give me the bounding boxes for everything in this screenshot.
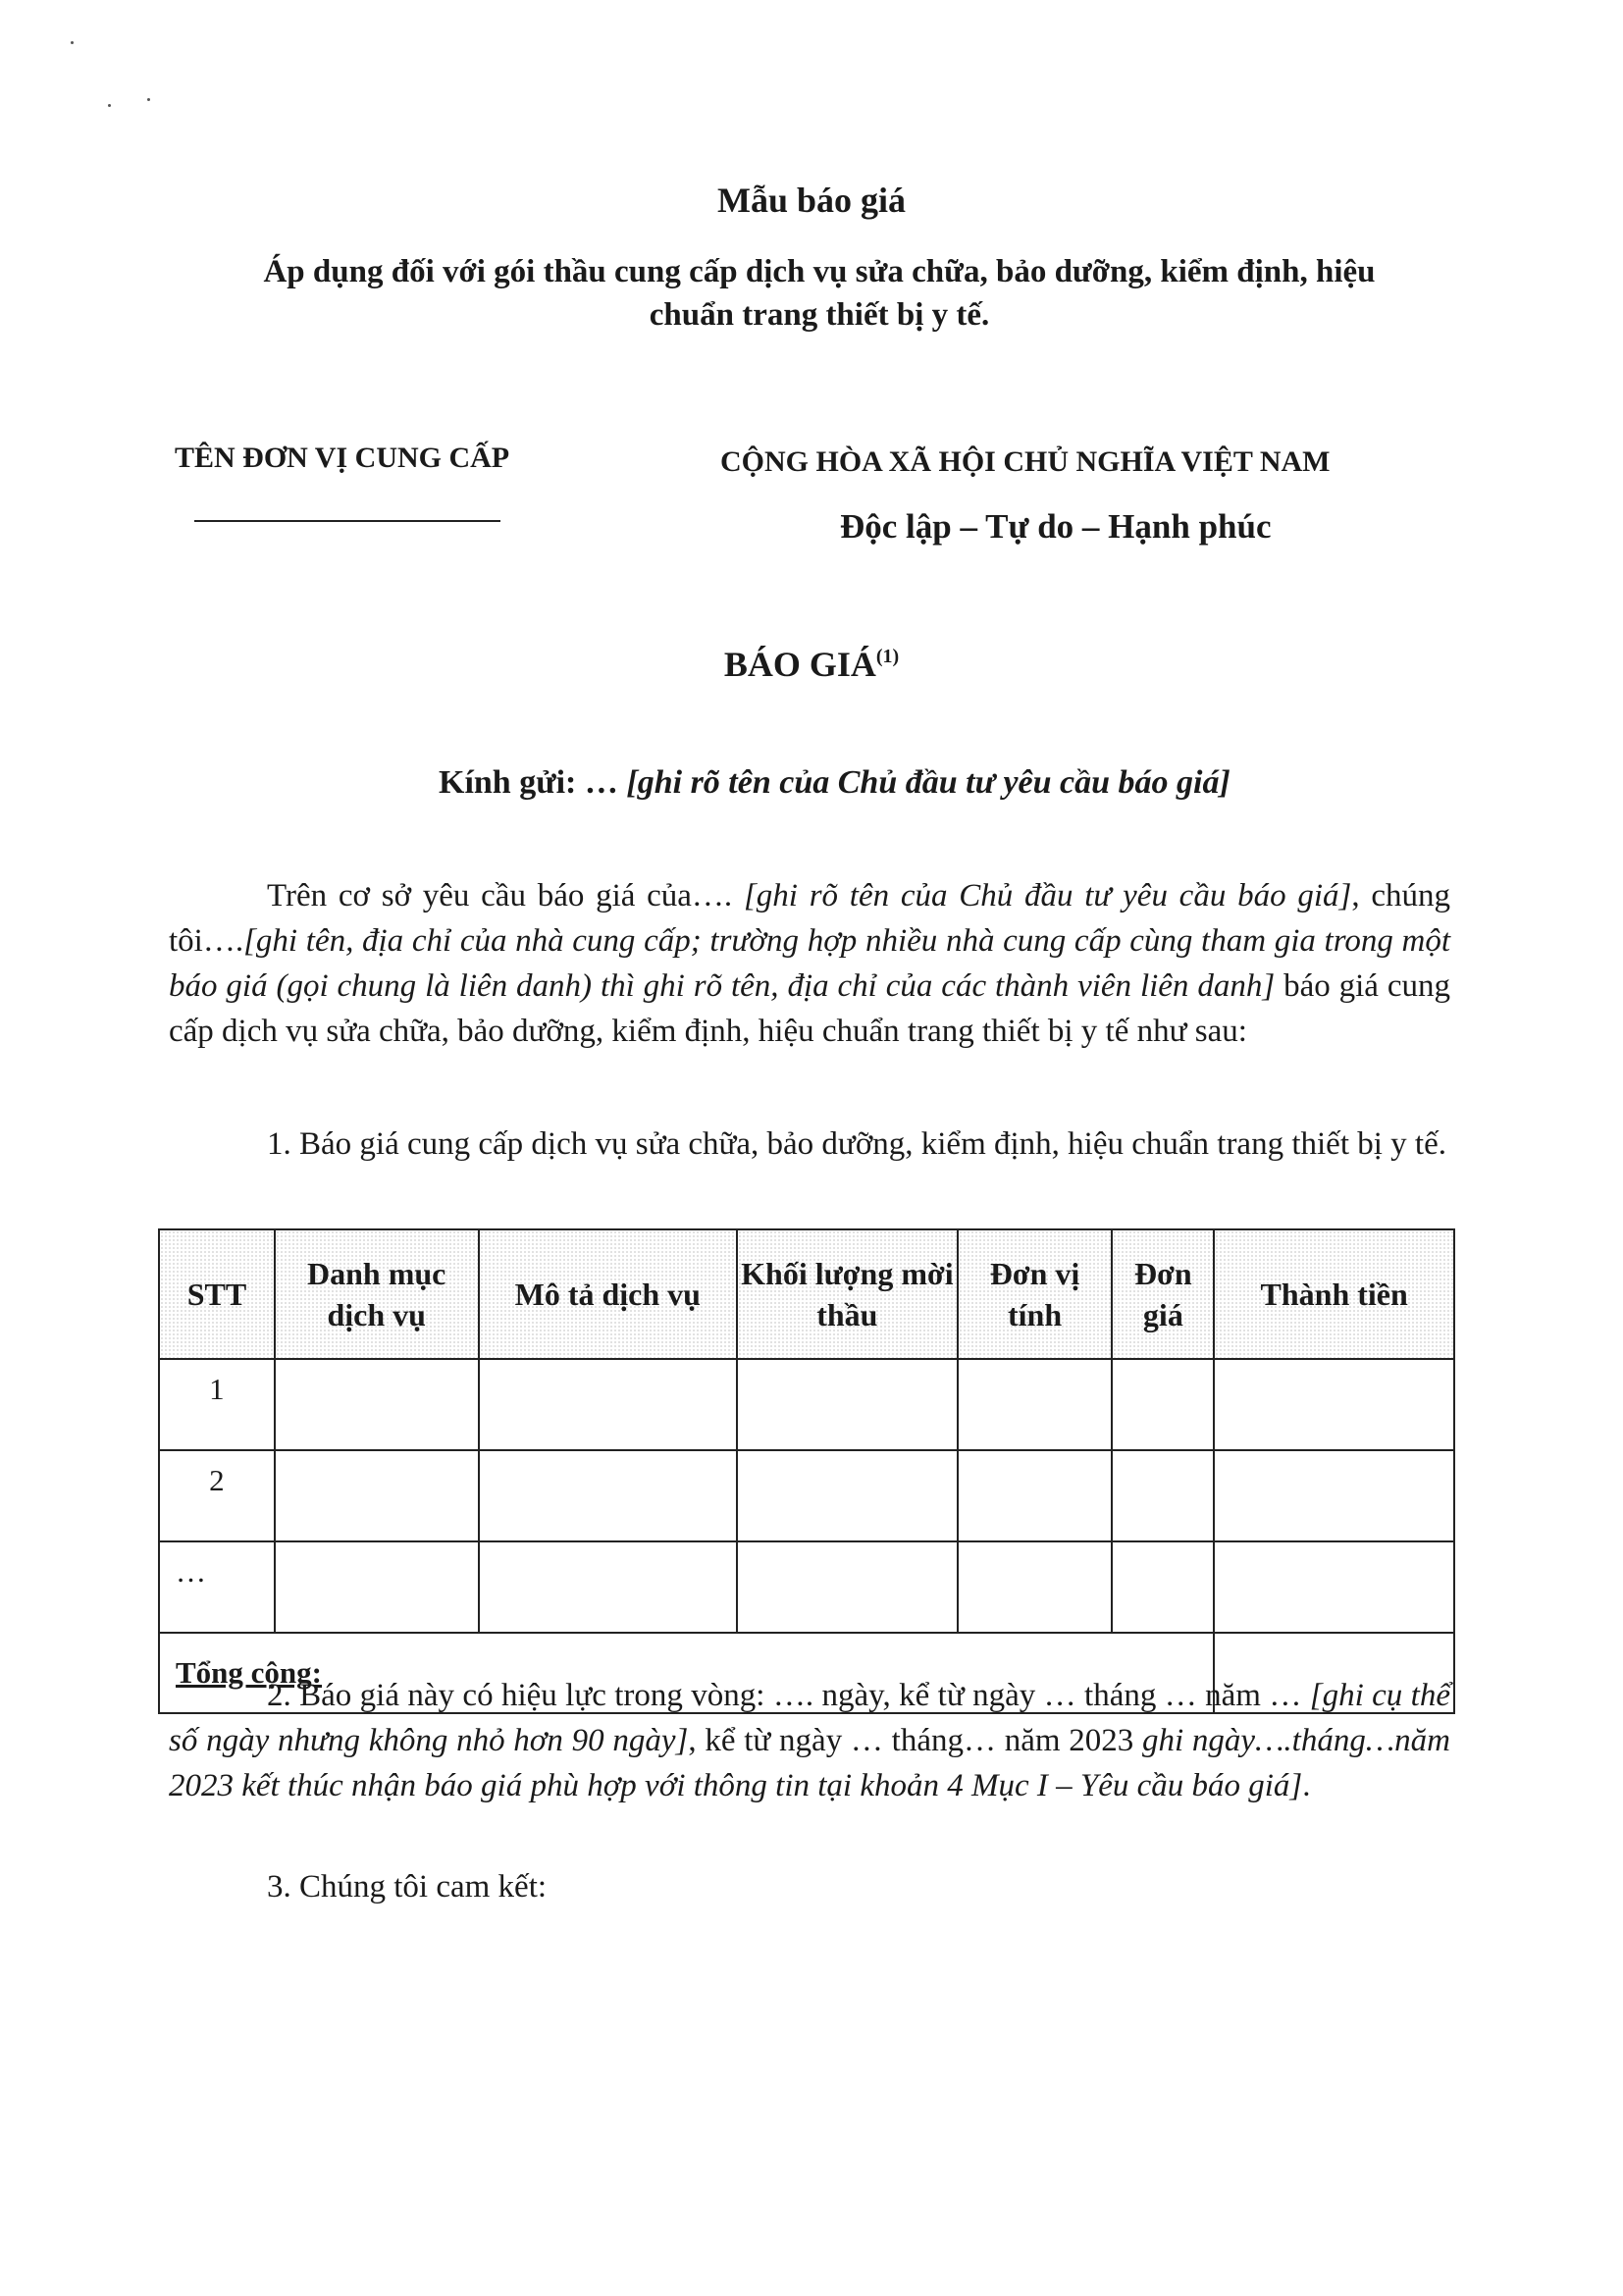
cell-thanh-tien[interactable] (1214, 1450, 1454, 1541)
cell-don-gia[interactable] (1112, 1541, 1214, 1633)
cell-mo-ta[interactable] (479, 1541, 738, 1633)
section-2-italic-1: [ghi cụ thể số ngày nhưng không nhỏ hơn 90 ngày] (169, 1678, 1451, 1758)
cell-don-vi[interactable] (958, 1541, 1113, 1633)
cell-khoi-luong[interactable] (737, 1450, 958, 1541)
row-stt: 2 (159, 1450, 275, 1541)
header-thanh-tien: Thành tiền (1214, 1229, 1454, 1359)
intro-text-3: báo giá cung cấp dịch vụ sửa chữa, bảo dưỡng, kiểm định, hiệu chuẩn trang thiết bị y tế như sau: (169, 968, 1450, 1049)
section-2 (169, 1673, 1450, 1808)
subtitle-line-1: Áp dụng đối với gói thầu cung cấp dịch vụ sửa chữa, bảo dưỡng, kiểm định, hiệu (263, 254, 1376, 289)
recipient-placeholder: [ghi rõ tên của Chủ đầu tư yêu cầu báo giá] (626, 764, 1230, 801)
subtitle-line-2: chuẩn trang thiết bị y tế. (649, 297, 990, 333)
supplier-name-line (194, 520, 500, 522)
table-row (159, 1359, 1454, 1450)
cell-don-vi[interactable] (958, 1359, 1113, 1450)
section-2-text-2: , kể từ ngày … tháng… năm 2023 (688, 1723, 1143, 1758)
intro-text-1: Trên cơ sở yêu cầu báo giá của…. (267, 878, 744, 913)
cell-danh-muc[interactable] (275, 1541, 479, 1633)
header-khoi-luong: Khối lượng mời thầu (737, 1229, 958, 1359)
header-don-vi: Đơn vị tính (958, 1229, 1113, 1359)
cell-don-gia[interactable] (1112, 1450, 1214, 1541)
motto: Độc lập – Tự do – Hạnh phúc (840, 507, 1272, 546)
cell-danh-muc[interactable] (275, 1450, 479, 1541)
footnote-ref: (1) (875, 646, 900, 667)
cell-thanh-tien[interactable] (1214, 1359, 1454, 1450)
document-title (0, 644, 1623, 685)
intro-italic-2: [ghi tên, địa chỉ của nhà cung cấp; trường hợp nhiều nhà cung cấp cùng tham gia trong một báo giá (gọi chung là liên danh) thì ghi rõ tên, địa chỉ của các thành viên liên danh] (169, 923, 1450, 1004)
cell-khoi-luong[interactable] (737, 1541, 958, 1633)
cell-thanh-tien[interactable] (1214, 1541, 1454, 1633)
section-2-text-3: . (1302, 1768, 1311, 1803)
header-stt: STT (159, 1229, 275, 1359)
supplier-label: TÊN ĐƠN VỊ CUNG CẤP (175, 442, 510, 474)
section-1 (169, 1122, 1450, 1167)
cell-don-gia[interactable] (1112, 1359, 1214, 1450)
cell-mo-ta[interactable] (479, 1359, 738, 1450)
intro-paragraph (169, 873, 1450, 1054)
section-2-text-1: 2. Báo giá này có hiệu lực trong vòng: …. ngày, kể từ ngày … tháng … năm … (267, 1678, 1310, 1713)
row-stt: 1 (159, 1359, 275, 1450)
scan-speck (108, 104, 111, 107)
cell-mo-ta[interactable] (479, 1450, 738, 1541)
section-3 (169, 1864, 1450, 1909)
table-header-row (159, 1229, 1454, 1359)
recipient-line (439, 764, 1230, 802)
republic-heading: CỘNG HÒA XÃ HỘI CHỦ NGHĨA VIỆT NAM (720, 445, 1331, 478)
cell-danh-muc[interactable] (275, 1359, 479, 1450)
scan-speck (147, 98, 150, 101)
document-title-text: BÁO GIÁ (723, 645, 876, 684)
header-danh-muc: Danh mục dịch vụ (275, 1229, 479, 1359)
section-1-text: 1. Báo giá cung cấp dịch vụ sửa chữa, bảo dưỡng, kiểm định, hiệu chuẩn trang thiết bị y tế. (267, 1126, 1446, 1162)
header-mo-ta: Mô tả dịch vụ (479, 1229, 738, 1359)
recipient-label: Kính gửi: … (439, 764, 627, 801)
form-subtitle (196, 250, 1442, 337)
table-row (159, 1450, 1454, 1541)
section-2-italic-2: ghi ngày….tháng…năm 2023 kết thúc nhận báo giá phù hợp với thông tin tại khoản 4 Mục I – Yêu cầu báo giá] (169, 1723, 1451, 1803)
header-don-gia: Đơn giá (1112, 1229, 1214, 1359)
quote-table (158, 1228, 1455, 1714)
total-label: Tổng cộng: (159, 1633, 1214, 1713)
intro-text-2: , chúng tôi…. (169, 878, 1450, 959)
row-stt: … (159, 1541, 275, 1633)
scan-speck (71, 41, 74, 44)
intro-italic-1: [ghi rõ tên của Chủ đầu tư yêu cầu báo giá] (743, 878, 1352, 913)
cell-khoi-luong[interactable] (737, 1359, 958, 1450)
cell-don-vi[interactable] (958, 1450, 1113, 1541)
section-3-text: 3. Chúng tôi cam kết: (267, 1869, 548, 1905)
form-title: Mẫu báo giá (716, 181, 907, 220)
table-row (159, 1541, 1454, 1633)
